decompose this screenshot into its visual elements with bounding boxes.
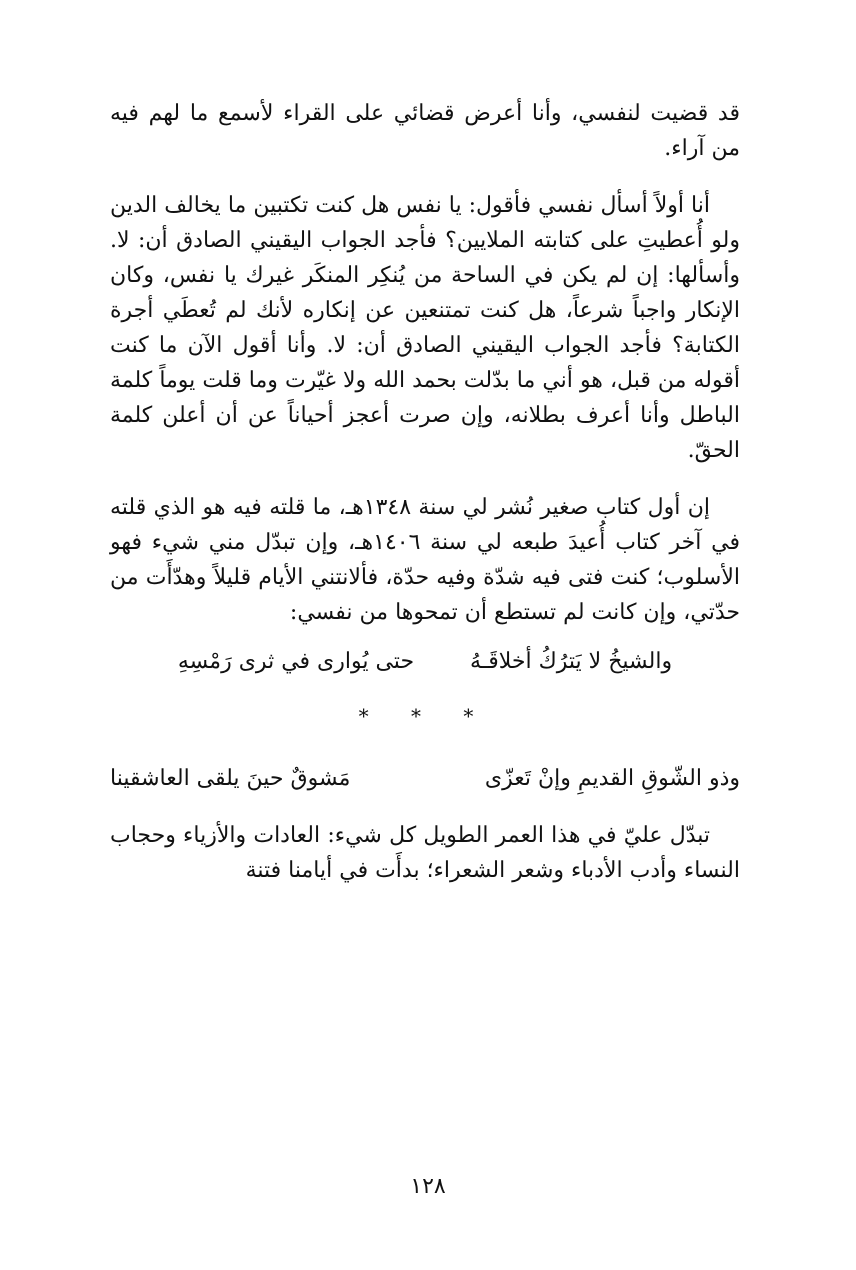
verse-second-hemistich: مَشوقٌ حينَ يلقى العاشقينا <box>110 766 351 791</box>
poem-verse <box>110 761 740 796</box>
section-break: * * * <box>358 704 492 728</box>
verse-second-hemistich: حتى يُوارى في ثرى رَمْسِهِ <box>177 649 415 674</box>
page-number: ١٢٨ <box>410 1174 446 1199</box>
paragraph: تبدّل عليّ في هذا العمر الطويل كل شيء: العادات والأزياء وحجاب النساء وأدب الأدباء وشعر الشعراء؛ بدأَت في أيامنا فتنة <box>110 823 740 883</box>
verse-first-hemistich: وذو الشّوقِ القديمِ وإنْ تَعزّى <box>484 766 740 791</box>
verse-first-hemistich: والشيخُ لا يَترُكُ أخلاقَـهُ <box>470 649 673 674</box>
page-body <box>110 96 740 888</box>
paragraph: قد قضيت لنفسي، وأنا أعرض قضائي على القراء لأسمع ما لهم فيه من آراء. <box>110 101 740 161</box>
poem-verse <box>110 644 740 679</box>
paragraph: أنا أولاً أسأل نفسي فأقول: يا نفس هل كنت تكتبين ما يخالف الدين ولو أُعطيتِ على كتابته الملايين؟ فأجد الجواب اليقيني الصادق أن: لا. وأسألها: إن لم يكن في الساحة من يُنكِر المنكَر غيرك يا نفس، وكان الإنكار واجباً شرعاً، هل كنت تمتنعين عن إنكاره لأنك لم تُعطَي أجرة الكتابة؟ فأجد الجواب اليقيني الصادق أن: لا. وأنا أقول الآن ما كنت أقوله من قبل، هو أني ما بدّلت بحمد الله ولا غيّرت وما قلت يوماً كلمة الباطل وأنا أعرف بطلانه، وإن صرت أعجز أحياناً عن أن أعلن كلمة الحقّ. <box>110 193 740 463</box>
paragraph: إن أول كتاب صغير نُشر لي سنة ١٣٤٨هـ، ما قلته فيه هو الذي قلته في آخر كتاب أُعيدَ طبعه لي سنة ١٤٠٦هـ، وإن تبدّل مني شيء فهو الأسلوب؛ كنت فتى فيه شدّة وفيه حدّة، فألانتني الأيام قليلاً وهدّأَت من حدّتي، وإن كانت لم تستطع أن تمحوها من نفسي: <box>110 495 740 625</box>
